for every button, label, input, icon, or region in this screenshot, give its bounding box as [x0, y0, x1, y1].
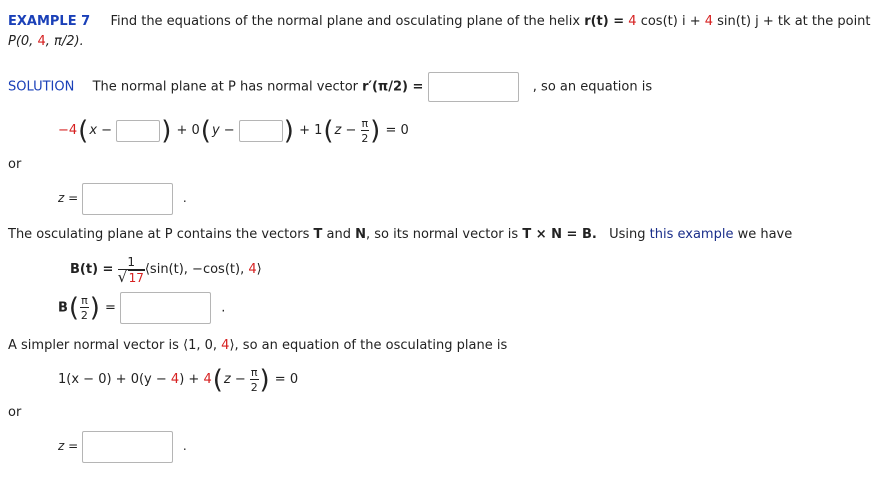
z-label-2: z =: [58, 439, 79, 453]
b-symbol: B: [58, 300, 68, 316]
sqrt-value: 17: [128, 270, 144, 285]
b-of-t-lhs: B(t) =: [70, 262, 114, 277]
we-have-text: we have: [737, 227, 793, 242]
one-over-sqrt17: [118, 256, 145, 284]
point-suffix: , π/2).: [45, 34, 84, 49]
example-label: EXAMPLE 7: [8, 14, 91, 29]
b-frac-pi: π: [81, 294, 88, 307]
t-cross-n: T × N = B.: [522, 227, 597, 242]
osculating-line: [8, 227, 792, 242]
z-equation-1: [58, 182, 187, 214]
period-3: .: [182, 439, 187, 453]
period-2: .: [221, 300, 226, 316]
pi-over-2-fraction: [361, 118, 370, 144]
y-minus: y −: [211, 123, 235, 138]
or-label-1: or: [8, 157, 22, 172]
paren-open-3: (: [323, 115, 334, 146]
plus-one: + 1: [299, 123, 323, 138]
binormal-input[interactable]: [120, 292, 211, 324]
or-label-2: or: [8, 405, 22, 420]
b-pi-over-2-fraction: [80, 295, 89, 321]
at-point-text: at the point: [794, 14, 871, 29]
paren-open-b: (: [68, 293, 80, 323]
z-label-1: z =: [58, 191, 79, 205]
problem-statement-line1: [8, 14, 871, 29]
point-prefix: P(0,: [8, 34, 34, 49]
osc-frac-two: 2: [250, 380, 258, 394]
x-minus: x −: [89, 123, 113, 138]
simpler-vec-open: ⟨1, 0,: [183, 338, 218, 353]
frac-pi: π: [361, 116, 369, 130]
solution-label: SOLUTION: [8, 79, 75, 95]
b-of-t-equation: [70, 254, 262, 286]
term-j: sin(t) j + tk: [717, 14, 791, 29]
y-coordinate-input[interactable]: [239, 120, 283, 142]
paren-close-3: ): [370, 115, 381, 146]
z-input-1[interactable]: [82, 183, 173, 215]
frac-one: 1: [118, 256, 145, 270]
coef-i: 4: [628, 14, 637, 29]
coef-neg4: −4: [58, 123, 78, 138]
so-equation-text: , so an equation is: [532, 79, 653, 95]
osc-eq-part1: 1(x − 0) + 0(y −: [58, 372, 167, 387]
point-y: 4: [37, 34, 46, 49]
paren-close-osc: ): [259, 364, 270, 395]
osc-equals-zero: = 0: [274, 372, 299, 387]
paren-close-2: ): [283, 115, 294, 146]
vector-T: T: [313, 227, 323, 242]
osc-frac-pi: π: [250, 365, 258, 379]
simpler-text-after: so an equation of the osculating plane is: [242, 338, 508, 353]
solution-text: The normal plane at P has normal vector: [92, 79, 358, 95]
plus-zero: + 0: [176, 123, 200, 138]
osc-z-minus: z −: [223, 372, 246, 387]
z-equation-2: [58, 430, 187, 462]
paren-open-2: (: [200, 115, 211, 146]
osc-eq-4b: 4: [203, 372, 212, 387]
solution-line: [8, 72, 652, 102]
b-vector-last: 4: [248, 262, 257, 277]
sqrt-17: [117, 267, 145, 286]
b-equals: =: [105, 300, 116, 316]
osc-text-mid: , so its normal vector is: [366, 227, 519, 242]
b-vector-prefix: ⟨sin(t), −cos(t),: [144, 262, 245, 277]
paren-close-b: ): [89, 293, 100, 323]
simpler-text: A simpler normal vector is: [8, 338, 179, 353]
b-vector-close: ⟩: [256, 262, 262, 277]
simpler-vec-close: ⟩,: [229, 338, 239, 353]
z-input-2[interactable]: [82, 431, 173, 463]
point-p: [8, 34, 84, 49]
paren-open-osc: (: [212, 364, 223, 395]
frac-two: 2: [361, 131, 369, 145]
normal-vector-input[interactable]: [428, 72, 519, 102]
osculating-plane-equation: [58, 364, 298, 396]
normal-plane-equation: [58, 116, 409, 146]
coef-j: 4: [704, 14, 714, 29]
osc-eq-4a: 4: [170, 372, 180, 387]
using-text: Using: [609, 227, 646, 242]
simpler-vec-last: 4: [221, 338, 230, 353]
x-coordinate-input[interactable]: [116, 120, 160, 142]
r-prime: r′(π/2) =: [362, 79, 424, 95]
radical-icon: √: [117, 267, 128, 286]
term-i: cos(t) i +: [640, 14, 701, 29]
problem-text: Find the equations of the normal plane and osculating plane of the helix: [110, 14, 581, 29]
osc-eq-part2: ) +: [179, 372, 200, 387]
this-example-link[interactable]: this example: [649, 227, 734, 242]
b-frac-two: 2: [80, 309, 88, 322]
z-minus: z −: [334, 123, 357, 138]
simpler-normal-line: [8, 338, 507, 353]
paren-open-1: (: [78, 115, 89, 146]
b-at-pi-over-2: [58, 292, 225, 324]
paren-close-1: ): [161, 115, 172, 146]
vector-N: N: [355, 227, 366, 242]
and-text: and: [326, 227, 351, 242]
osc-text-prefix: The osculating plane at P contains the vectors: [8, 227, 310, 242]
equals-zero: = 0: [385, 123, 409, 138]
period-1: .: [182, 191, 187, 205]
osc-pi-over-2-fraction: [250, 367, 259, 393]
r-of-t: r(t) =: [584, 14, 625, 29]
